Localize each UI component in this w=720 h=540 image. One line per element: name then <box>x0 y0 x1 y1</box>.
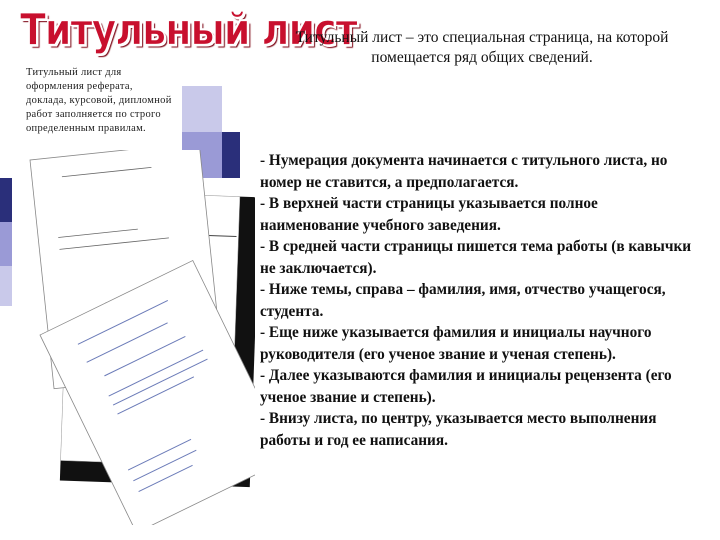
list-item: - Внизу листа, по центру, указывается место выполнения работы и год ее написания. <box>260 410 657 449</box>
list-item: - В верхней части страницы указывается полное наименование учебного заведения. <box>260 195 598 234</box>
list-item: - Далее указываются фамилия и инициалы рецензента (его ученое звание и степень). <box>260 367 672 406</box>
list-item: - Еще ниже указывается фамилия и инициалы научного руководителя (его ученое звание и ученая степень). <box>260 324 652 363</box>
list-item: - Ниже темы, справа – фамилия, имя, отчество учащегося, студента. <box>260 281 666 320</box>
rules-list <box>260 150 700 451</box>
slide-title: Титульный лист <box>20 4 357 55</box>
decor-square-lavender-top <box>182 86 222 132</box>
list-item: - В средней части страницы пишется тема работы (в кавычки не заключается). <box>260 238 692 277</box>
left-description: Титульный лист для оформления реферата, доклада, курсовой, дипломной работ заполняется по строго определенным правилам. <box>26 67 172 134</box>
intro-paragraph: Титульный лист – это специальная страница, на которой помещается ряд общих сведений. <box>295 29 669 66</box>
list-item: - Нумерация документа начинается с титульного листа, но номер не ставится, а предполагается. <box>260 152 668 191</box>
title-page-samples-illustration <box>10 150 255 525</box>
